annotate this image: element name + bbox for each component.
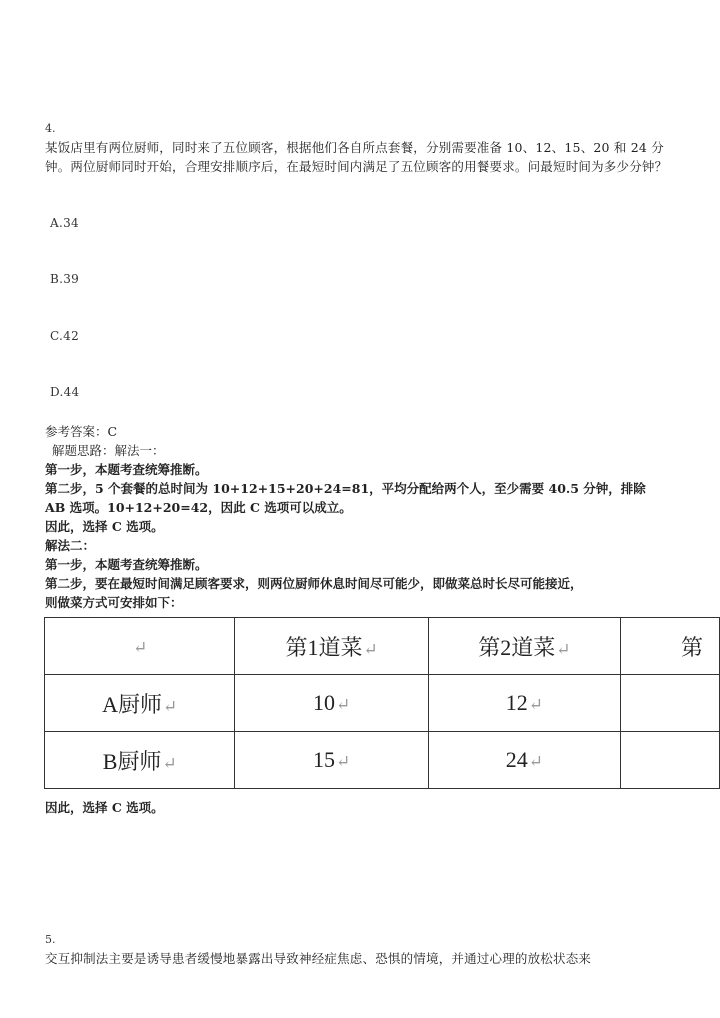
explanation-line: 第一步，本题考查统筹推断。 <box>45 462 208 477</box>
explanation-line: 因此，选择 C 选项。 <box>45 519 164 534</box>
table-cell: ↵ <box>45 618 235 675</box>
table-cell <box>620 732 719 789</box>
option-d: D.44 <box>50 385 80 399</box>
table-cell: 第1道菜↵ <box>235 618 428 675</box>
table-cell: 12↵ <box>428 675 620 732</box>
table-row <box>45 675 720 732</box>
explanation-heading: 解题思路：解法一： <box>52 443 165 458</box>
answer-label: 参考答案：C <box>45 424 118 439</box>
explanation-line: 解法二： <box>45 538 96 553</box>
explanation-line: 第二步，5 个套餐的总时间为 10+12+15+20+24=81，平均分配给两个人，至少需要 40.5 分钟，排除 <box>45 481 646 496</box>
explanation-line: 第二步，要在最短时间满足顾客要求，则两位厨师休息时间尽可能少，即做菜总时长尽可能接近， <box>45 576 583 591</box>
option-b: B.39 <box>50 272 80 286</box>
explanation-line: 第一步，本题考查统筹推断。 <box>45 557 208 572</box>
question-4-text: 某饭店里有两位厨师，同时来了五位顾客，根据他们各自所点套餐，分别需要准备 10、12、15、20 和 24 分钟。两位厨师同时开始，合理安排顺序后，在最短时间内满足了五位顾客的用餐要求。问最短时间为多少分钟？ <box>45 140 668 174</box>
table-cell: A厨师↵ <box>45 675 235 732</box>
cooking-schedule-table <box>44 617 720 789</box>
table-cell: 10↵ <box>235 675 428 732</box>
explanation-line: AB 选项。10+12+20=42，因此 C 选项可以成立。 <box>45 500 352 515</box>
question-5-text: 交互抑制法主要是诱导患者缓慢地暴露出导致神经症焦虑、恐惧的情境，并通过心理的放松状态来 <box>45 951 592 966</box>
table-cell: B厨师↵ <box>45 732 235 789</box>
table-cell: 第2道菜↵ <box>428 618 620 675</box>
table-cell <box>620 675 719 732</box>
table-header-row <box>45 618 720 675</box>
option-c: C.42 <box>50 329 80 343</box>
table-row <box>45 732 720 789</box>
explanation-line: 则做菜方式可安排如下： <box>45 595 183 610</box>
table-cell: 第 <box>620 618 719 675</box>
table-cell: 15↵ <box>235 732 428 789</box>
conclusion-line: 因此，选择 C 选项。 <box>45 800 164 815</box>
question-5-number: 5. <box>45 933 56 946</box>
table-cell: 24↵ <box>428 732 620 789</box>
question-4-number: 4. <box>45 122 56 135</box>
option-a: A.34 <box>50 216 79 230</box>
